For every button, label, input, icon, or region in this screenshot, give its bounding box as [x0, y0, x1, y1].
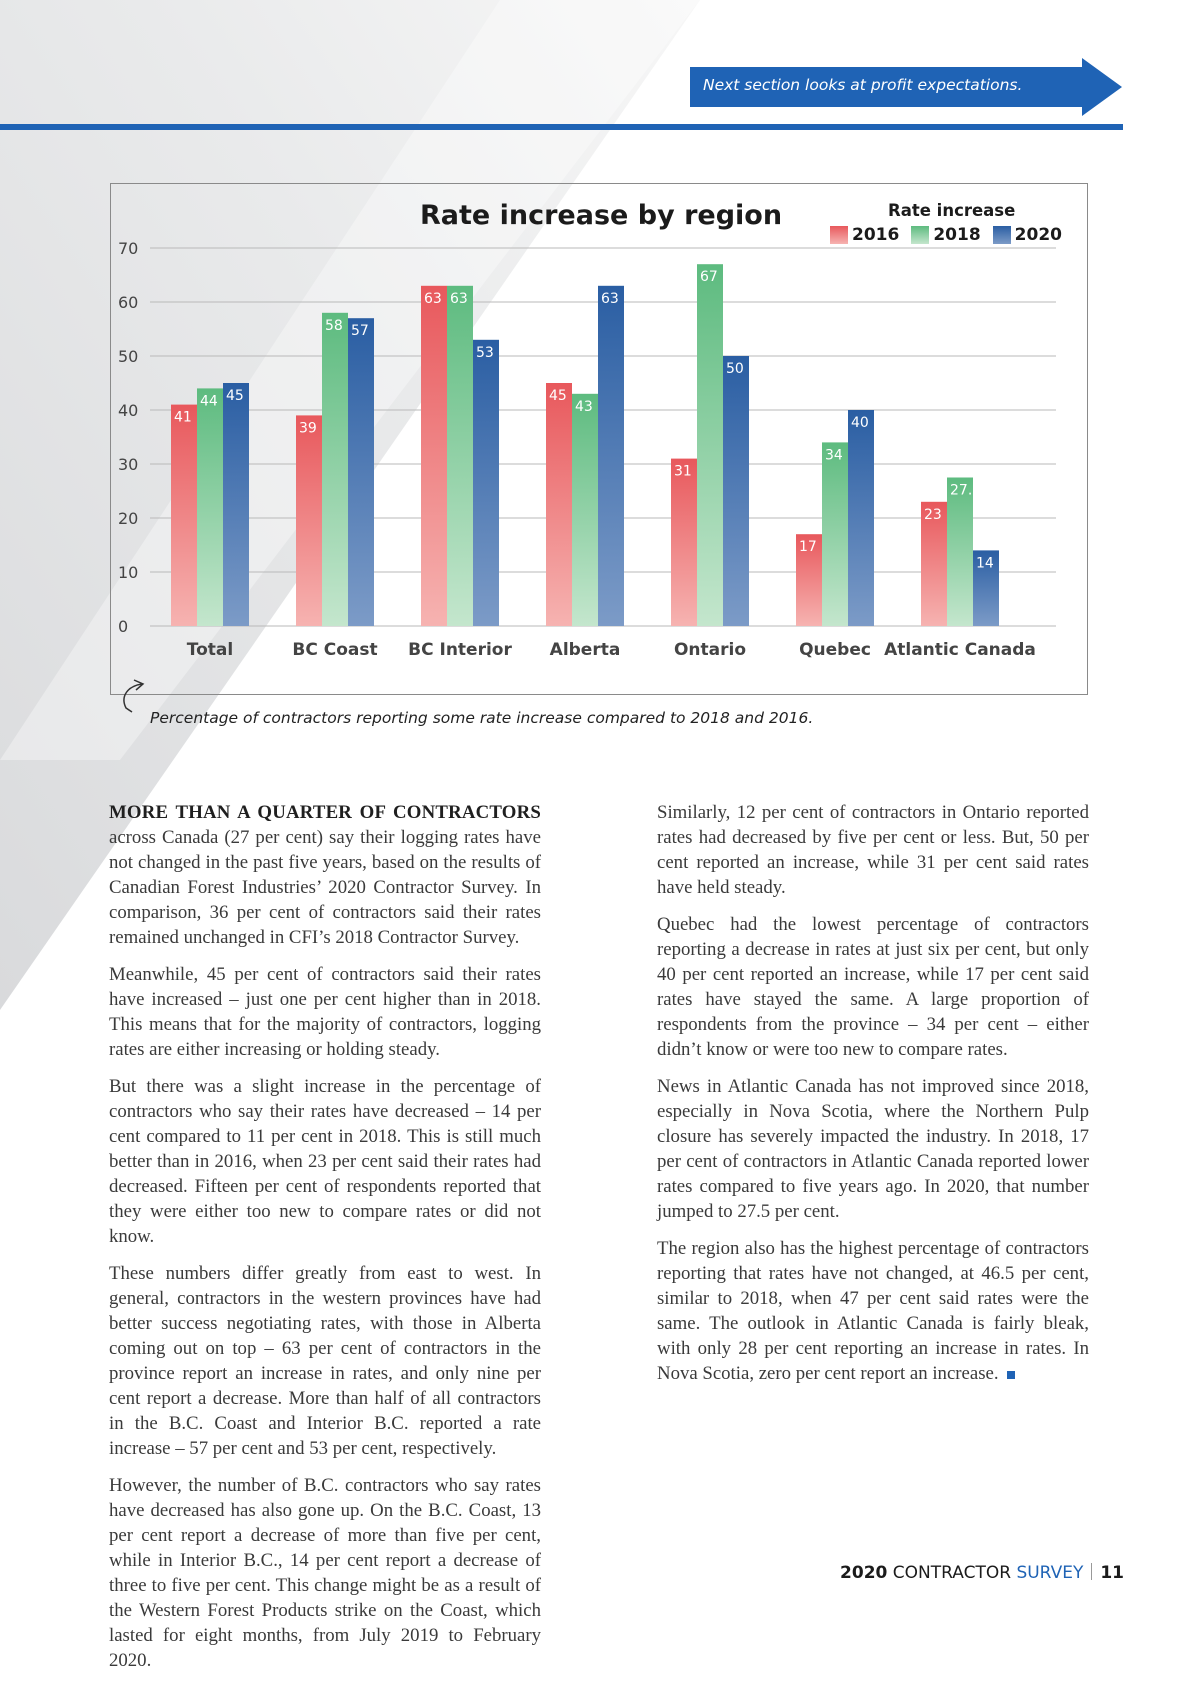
bar-2018-quebec — [822, 442, 848, 626]
article-lead-rest: across Canada (27 per cent) say their logging rates have not changed in the past five years, based on the results of Canadian Forest Industries’ 2020 Contractor Survey. In comparison, 36 per cent of contractors said their rates remained unchanged in CFI’s 2018 Contractor Survey. — [109, 827, 541, 948]
bar-2018-atlantic-canada — [947, 478, 973, 627]
chart-caption: Percentage of contractors reporting some rate increase compared to 2018 and 2016. — [150, 709, 814, 727]
footer-divider — [1091, 1563, 1092, 1580]
x-tick-label: Total — [186, 640, 234, 660]
x-tick-label: Quebec — [799, 640, 871, 660]
article-paragraph: But there was a slight increase in the percentage of contractors who say their rates have decreased – 14 per cent compared to 11 per cent in 2018. This is still much better than in 2016, when 23 per cent said their rates had decreased. Fifteen per cent of respondents reported that they were either too new to compare rates or did not know. — [109, 1076, 541, 1247]
legend-item-2016 — [830, 225, 899, 245]
bar-2018-ontario — [697, 264, 723, 626]
next-section-text[interactable]: Next section looks at profit expectations. — [703, 76, 1023, 94]
legend-swatch-2020 — [993, 226, 1011, 244]
legend-swatch-2016 — [830, 226, 848, 244]
legend-title: Rate increase — [888, 201, 1016, 220]
article-paragraph: Meanwhile, 45 per cent of contractors said their rates have increased – just one per cent higher than in 2018. This means that for the majority of contractors, logging rates are either increasing or holding steady. — [109, 964, 541, 1060]
y-tick-label: 30 — [118, 455, 139, 474]
data-label: 31 — [674, 463, 692, 480]
data-label: 40 — [851, 415, 869, 431]
data-label: 63 — [424, 290, 442, 307]
data-label: 14 — [976, 555, 994, 572]
data-label: 43 — [575, 398, 593, 415]
bar-2016-ontario — [671, 459, 697, 626]
legend-label-2018: 2018 — [933, 225, 981, 245]
bar-2016-bc-coast — [296, 415, 322, 626]
article-paragraph: News in Atlantic Canada has not improved since 2018, especially in Nova Scotia, where the Northern Pulp closure has severely impacted the industry. In 2018, 17 per cent of contractors in Atlantic Canada reported lower rates compared to five years ago. In 2020, that number jumped to 27.5 per cent. — [657, 1076, 1089, 1222]
data-label: 17 — [799, 539, 817, 556]
footer-contractor: CONTRACTOR — [892, 1563, 1012, 1583]
y-tick-label: 0 — [118, 617, 129, 636]
page-number: 11 — [1100, 1563, 1124, 1583]
footer-survey: SURVEY — [1016, 1563, 1084, 1583]
bar-2020-bc-interior — [473, 340, 499, 626]
article-paragraph — [109, 800, 541, 950]
x-tick-label: BC Interior — [408, 640, 512, 660]
y-tick-label: 20 — [118, 509, 139, 528]
bar-2020-quebec — [848, 410, 874, 626]
bar-2016-total — [171, 405, 197, 626]
bar-2020-ontario — [723, 356, 749, 626]
legend-label-2020: 2020 — [1014, 225, 1062, 245]
data-label: 58 — [325, 317, 343, 334]
legend-item-2018 — [911, 225, 980, 245]
y-tick-label: 40 — [118, 401, 139, 420]
data-label: 63 — [601, 290, 619, 307]
legend-item-2020 — [993, 225, 1062, 245]
x-tick-label: Atlantic Canada — [884, 640, 1036, 660]
article-paragraph: These numbers differ greatly from east to west. In general, contractors in the western provinces have had better success negotiating rates, with those in Alberta coming out on top – 63 per cent of contractors in the province report an increase in rates, and only nine per cent report a decrease. More than half of all contractors in the B.C. Coast and Interior B.C. reported a rate increase – 57 per cent and 53 per cent, respectively. — [109, 1263, 541, 1459]
bar-2020-total — [223, 383, 249, 626]
data-label: 45 — [226, 388, 244, 404]
article-paragraph: Quebec had the lowest percentage of contractors reporting a decrease in rates at just six per cent, but only 40 per cent reported an increase, while 17 per cent said rates have stayed the same. A large proportion of respondents from the province – 34 per cent – either didn’t know or were too new to compare rates. — [657, 914, 1089, 1060]
bar-2018-total — [197, 388, 223, 626]
data-label: 39 — [299, 420, 317, 437]
y-tick-label: 10 — [118, 563, 139, 582]
x-tick-label: BC Coast — [292, 640, 378, 660]
data-label: 27.5 — [950, 482, 982, 499]
article-column-left — [109, 800, 541, 1685]
bar-2018-bc-interior — [447, 286, 473, 626]
bar-2018-alberta — [572, 394, 598, 626]
data-label: 44 — [200, 393, 218, 410]
data-label: 45 — [549, 388, 567, 404]
rate-increase-chart — [110, 183, 1086, 693]
data-label: 67 — [700, 269, 718, 286]
data-label: 57 — [351, 323, 369, 340]
bar-2016-bc-interior — [421, 286, 447, 626]
x-tick-label: Ontario — [673, 640, 747, 660]
data-label: 34 — [825, 447, 843, 464]
legend-label-2016: 2016 — [852, 225, 900, 245]
end-mark-icon — [1007, 1371, 1015, 1379]
data-label: 41 — [174, 409, 192, 426]
y-tick-label: 70 — [118, 239, 139, 258]
y-tick-label: 50 — [118, 347, 139, 366]
article-column-right — [657, 800, 1089, 1398]
article-paragraph-final — [657, 1236, 1089, 1386]
caption-arrow-icon — [118, 676, 148, 716]
article-paragraph: Similarly, 12 per cent of contractors in Ontario reported rates had decreased by five per cent or less. But, 50 per cent reported an increase, while 31 per cent said rates have held steady. — [657, 802, 1089, 898]
y-tick-label: 60 — [118, 293, 139, 312]
page-footer — [840, 1563, 1124, 1583]
bar-2016-alberta — [546, 383, 572, 626]
header-rule — [0, 124, 1123, 130]
data-label: 63 — [450, 290, 468, 307]
bar-2018-bc-coast — [322, 313, 348, 626]
article-lead: MORE THAN A QUARTER OF CONTRACTORS — [109, 802, 541, 823]
bar-2020-bc-coast — [348, 318, 374, 626]
footer-year: 2020 — [840, 1563, 888, 1583]
data-label: 23 — [924, 506, 942, 523]
chart-title: Rate increase by region — [420, 200, 783, 231]
article-paragraph: However, the number of B.C. contractors who say rates have decreased has also gone up. On the B.C. Coast, 13 per cent report a decrease of more than five per cent, while in Interior B.C., 14 per cent report a decrease of three to five per cent. This change might be as a result of the Western Forest Products strike on the Coast, which lasted for eight months, from July 2019 to February 2020. — [109, 1475, 541, 1671]
x-tick-label: Alberta — [549, 640, 621, 660]
legend-swatch-2018 — [911, 226, 929, 244]
data-label: 53 — [476, 344, 494, 361]
data-label: 50 — [726, 361, 744, 377]
bar-2020-alberta — [598, 286, 624, 626]
chart-legend — [830, 225, 1062, 245]
article-final-text: The region also has the highest percentage of contractors reporting that rates have not changed, at 46.5 per cent, similar to 2018, when 47 per cent said rates were the same. The outlook in Atlantic Canada is fairly bleak, with only 28 per cent reporting an increase in rates. In Nova Scotia, zero per cent report an increase. — [657, 1238, 1089, 1384]
